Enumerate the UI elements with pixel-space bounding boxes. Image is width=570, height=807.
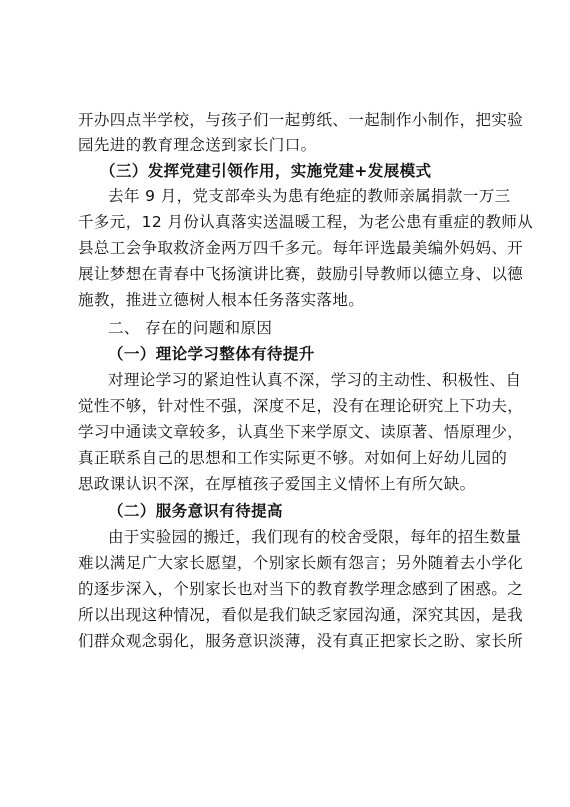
line-1: 园先进的教育理念送到家长门口。: [78, 136, 317, 154]
line-13: 真正联系自己的思想和工作实际更不够。对如何上好幼儿园的: [78, 449, 508, 467]
line-4: 千多元，12 月份认真落实送温暖工程，为老公患有重症的教师从: [78, 213, 534, 231]
line-16: 由于实验园的搬迁，我们现有的校舍受限，每年的招生数量: [108, 528, 522, 546]
line-5: 县总工会争取救济金两万四千多元。每年评选最美编外妈妈、开: [78, 239, 524, 257]
line-17: 难以满足广大家长愿望，个别家长颇有怨言；另外随着去小学化: [78, 554, 524, 572]
line-7: 施教，推进立德树人根本任务落实落地。: [78, 291, 365, 309]
line-6: 展让梦想在青春中飞扬演讲比赛，鼓励引导教师以德立身、以德: [78, 265, 524, 283]
line-12: 学习中通读文章较多，认真坐下来学原文、读原著、悟原理少，: [78, 423, 524, 441]
line-14: 思政课认识不深，在厚植孩子爱国主义情怀上有所欠缺。: [78, 475, 476, 493]
line-3: 去年 9 月，党支部牵头为患有绝症的教师亲属捐款一万三: [108, 187, 511, 205]
line-0: 开办四点半学校，与孩子们一起剪纸、一起制作小制作，把实验: [78, 111, 524, 129]
line-20: 们群众观念弱化，服务意识淡薄，没有真正把家长之盼、家长所: [78, 632, 524, 650]
line-8: 二、 存在的问题和原因: [108, 319, 273, 337]
line-19: 所以出现这种情况，看似是我们缺乏家园沟通，深究其因，是我: [78, 606, 524, 624]
line-9: （一）理论学习整体有待提升: [108, 345, 315, 363]
line-2: （三）发挥党建引领作用，实施党建+发展模式: [100, 162, 432, 180]
line-15: （二）服务意识有待提高: [108, 502, 283, 520]
line-10: 对理论学习的紧迫性认真不深，学习的主动性、积极性、自: [108, 371, 522, 389]
line-18: 的逐步深入，个别家长也对当下的教育教学理念感到了困惑。之: [78, 580, 524, 598]
line-11: 觉性不够，针对性不强，深度不足，没有在理论研究上下功夫，: [78, 397, 524, 415]
